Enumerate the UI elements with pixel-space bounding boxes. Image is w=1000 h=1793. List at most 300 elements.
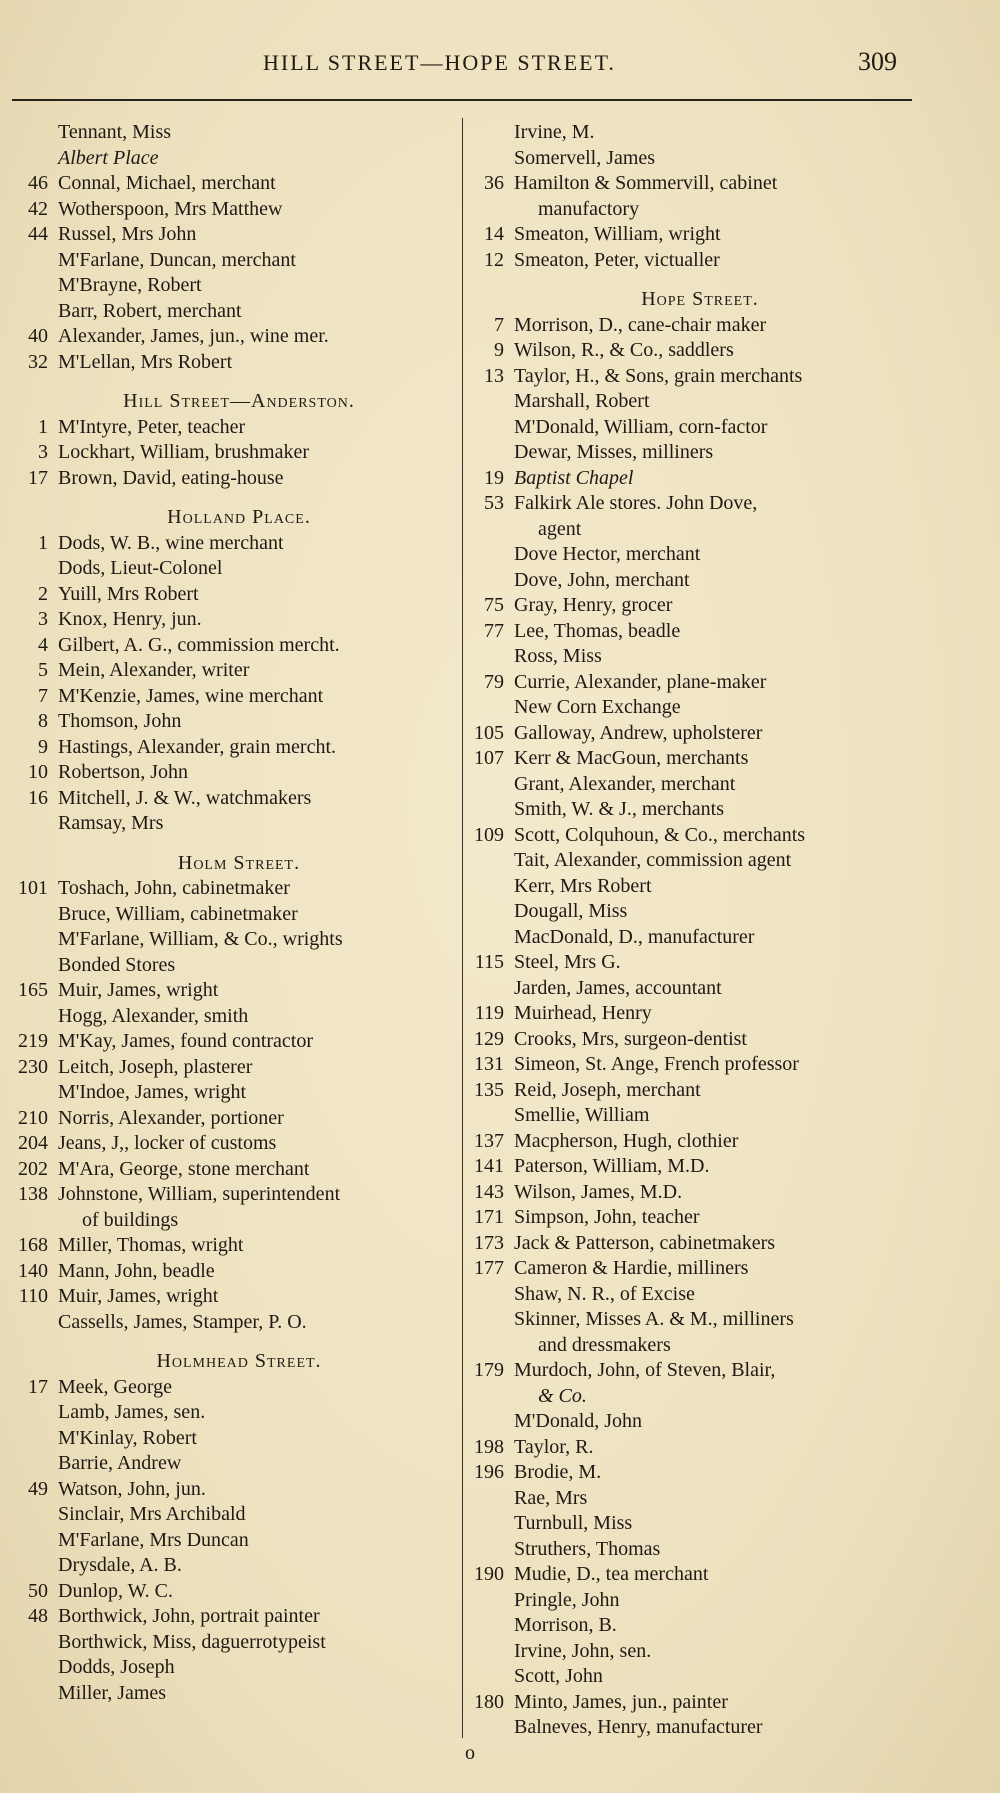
entry-text: Watson, John, jun. xyxy=(58,1477,206,1500)
entry-text: M'Intyre, Peter, teacher xyxy=(58,415,246,438)
entry-text: Lee, Thomas, beadle xyxy=(514,619,681,642)
house-number: 105 xyxy=(474,721,504,744)
house-number: 131 xyxy=(474,1053,504,1075)
house-number: 16 xyxy=(28,786,48,809)
entry-text: M'Farlane, Duncan, merchant xyxy=(58,248,296,271)
directory-entry xyxy=(14,466,464,492)
directory-entry xyxy=(14,1553,464,1579)
directory-entry xyxy=(470,1537,930,1563)
directory-entry xyxy=(14,556,464,582)
directory-entry xyxy=(470,670,930,696)
entry-text: Smellie, William xyxy=(514,1104,650,1126)
directory-entry xyxy=(470,721,930,747)
directory-entry xyxy=(470,146,930,172)
entry-text: Gilbert, A. G., commission mercht. xyxy=(58,633,340,656)
directory-entry xyxy=(470,976,930,1002)
directory-entry xyxy=(470,772,930,798)
house-number: 109 xyxy=(474,823,504,846)
house-number: 180 xyxy=(474,1690,504,1713)
directory-entry xyxy=(14,1157,464,1183)
entry-text: Hogg, Alexander, smith xyxy=(58,1004,249,1027)
entry-text: Johnstone, William, superintendent xyxy=(58,1183,341,1205)
directory-entry xyxy=(470,1282,930,1308)
directory-entry xyxy=(14,1310,464,1336)
directory-entry xyxy=(470,644,930,670)
house-number: 171 xyxy=(474,1206,504,1228)
house-number: 14 xyxy=(484,223,504,245)
house-number: 9 xyxy=(494,339,504,361)
directory-entry xyxy=(470,248,930,274)
entry-text: M'Farlane, Mrs Duncan xyxy=(58,1528,249,1551)
directory-entry xyxy=(14,1029,464,1055)
entry-text: M'Indoe, James, wright xyxy=(58,1081,247,1103)
directory-entry xyxy=(470,1664,930,1690)
entry-text: Muir, James, wright xyxy=(58,1285,219,1307)
directory-entry xyxy=(14,1182,464,1208)
entry-text: Turnbull, Miss xyxy=(514,1512,633,1534)
entry-text: Miller, James xyxy=(58,1681,167,1704)
directory-entry xyxy=(470,1205,930,1231)
directory-entry xyxy=(470,1231,930,1257)
directory-entry xyxy=(14,415,464,441)
directory-entry xyxy=(470,1562,930,1588)
directory-entry xyxy=(470,950,930,976)
directory-entry xyxy=(470,1256,930,1282)
entry-text: Smith, W. & J., merchants xyxy=(514,798,724,820)
directory-entry xyxy=(14,171,464,197)
house-number: 168 xyxy=(18,1234,48,1256)
entry-text: Hastings, Alexander, grain mercht. xyxy=(58,735,337,758)
entry-text: Borthwick, John, portrait painter xyxy=(58,1605,320,1627)
entry-text: M'Kinlay, Robert xyxy=(58,1426,197,1449)
directory-entry xyxy=(470,823,930,849)
directory-entry xyxy=(470,1154,930,1180)
running-title: HILL STREET—HOPE STREET. xyxy=(263,50,616,75)
directory-entry xyxy=(14,1400,464,1426)
entry-text: and dressmakers xyxy=(538,1333,671,1356)
entry-text: Smeaton, William, wright xyxy=(514,223,721,245)
entry-text: M'Kenzie, James, wine merchant xyxy=(58,684,324,707)
directory-entry xyxy=(14,735,464,761)
street-heading-text: Hope Street. xyxy=(641,288,759,310)
directory-entry xyxy=(14,1284,464,1310)
entry-text: Macpherson, Hugh, clothier xyxy=(514,1129,739,1152)
entry-text: Rae, Mrs xyxy=(514,1486,588,1509)
directory-entry xyxy=(470,1588,930,1614)
entry-text: agent xyxy=(538,517,582,540)
house-number: 2 xyxy=(38,582,48,605)
entry-text: Galloway, Andrew, upholsterer xyxy=(514,721,763,744)
directory-entry xyxy=(14,273,464,299)
directory-entry xyxy=(470,222,930,248)
entry-text: Cameron & Hardie, milliners xyxy=(514,1257,749,1279)
house-number: 12 xyxy=(484,248,504,271)
directory-entry xyxy=(470,542,930,568)
entry-text: Tennant, Miss xyxy=(58,121,172,143)
street-heading xyxy=(14,389,464,415)
directory-entry xyxy=(14,658,464,684)
directory-entry xyxy=(14,120,464,146)
directory-entry xyxy=(14,684,464,710)
entry-text: Irvine, John, sen. xyxy=(514,1639,652,1662)
directory-entry xyxy=(470,389,930,415)
house-number: 10 xyxy=(28,761,48,783)
entry-text: Minto, James, jun., painter xyxy=(514,1690,728,1713)
entry-text: Bonded Stores xyxy=(58,953,176,976)
directory-entry xyxy=(470,364,930,390)
entry-text: Reid, Joseph, merchant xyxy=(514,1078,701,1101)
street-heading-text: Holm Street. xyxy=(177,851,301,874)
house-number: 107 xyxy=(474,747,504,769)
directory-entry xyxy=(14,786,464,812)
directory-entry xyxy=(14,1451,464,1477)
directory-entry xyxy=(14,531,464,557)
entry-text: M'Farlane, William, & Co., wrights xyxy=(58,928,343,950)
directory-entry xyxy=(470,568,930,594)
directory-entry xyxy=(14,1579,464,1605)
directory-entry xyxy=(470,1690,930,1716)
directory-entry xyxy=(14,1655,464,1681)
entry-text: Struthers, Thomas xyxy=(514,1537,661,1560)
directory-entry xyxy=(470,1103,930,1129)
entry-text: Dodds, Joseph xyxy=(58,1656,175,1678)
directory-entry xyxy=(470,1409,930,1435)
entry-text: Jarden, James, accountant xyxy=(514,976,722,999)
house-number: 137 xyxy=(474,1129,504,1152)
entry-text: Dougall, Miss xyxy=(514,900,628,922)
house-number: 46 xyxy=(28,172,48,194)
directory-entry xyxy=(14,760,464,786)
house-number: 13 xyxy=(484,364,504,387)
entry-text: Taylor, H., & Sons, grain merchants xyxy=(514,364,803,387)
house-number: 40 xyxy=(28,325,48,347)
house-number: 7 xyxy=(38,684,48,707)
directory-entry xyxy=(14,1477,464,1503)
right-column xyxy=(470,120,930,1741)
entry-text: Ross, Miss xyxy=(514,645,602,667)
directory-entry xyxy=(14,1528,464,1554)
house-number: 8 xyxy=(38,710,48,732)
entry-text: Dove, John, merchant xyxy=(514,568,690,591)
entry-text: Mudie, D., tea merchant xyxy=(514,1563,709,1585)
entry-text: Mitchell, J. & W., watchmakers xyxy=(58,786,312,809)
directory-entry xyxy=(14,1375,464,1401)
house-number: 1 xyxy=(38,415,48,438)
entry-text: Falkirk Ale stores. John Dove, xyxy=(514,492,758,514)
house-number: 17 xyxy=(28,1375,48,1398)
entry-text: Wilson, James, M.D. xyxy=(514,1180,683,1203)
entry-text: Shaw, N. R., of Excise xyxy=(514,1282,695,1305)
house-number: 75 xyxy=(484,594,504,616)
entry-text: Muirhead, Henry xyxy=(514,1002,652,1024)
entry-text: M'Kay, James, found contractor xyxy=(58,1030,314,1052)
entry-text: & Co. xyxy=(538,1384,587,1407)
page-header xyxy=(0,47,1000,90)
directory-entry xyxy=(470,619,930,645)
signature-mark: o xyxy=(465,1742,475,1764)
entry-text: Muir, James, wright xyxy=(58,979,219,1001)
house-number: 129 xyxy=(474,1027,504,1050)
page-number: 309 xyxy=(858,47,897,76)
entry-text: Kerr & MacGoun, merchants xyxy=(514,747,749,769)
house-number: 101 xyxy=(18,877,48,899)
entry-text: Lockhart, William, brushmaker xyxy=(58,441,309,463)
house-number: 196 xyxy=(474,1461,504,1483)
entry-text: Barrie, Andrew xyxy=(58,1452,182,1474)
entry-text: Brown, David, eating-house xyxy=(58,466,284,489)
entry-text: Steel, Mrs G. xyxy=(514,951,621,973)
entry-text: Marshall, Robert xyxy=(514,390,650,412)
entry-text: M'Donald, John xyxy=(514,1410,643,1432)
house-number: 79 xyxy=(484,670,504,693)
entry-text: Jeans, J,, locker of customs xyxy=(58,1132,277,1154)
entry-text: Wotherspoon, Mrs Matthew xyxy=(58,197,283,220)
street-heading-text: Hill Street—Anderston. xyxy=(123,390,355,412)
entry-text: Wilson, R., & Co., saddlers xyxy=(514,339,734,361)
house-number: 7 xyxy=(494,313,504,336)
directory-entry xyxy=(470,313,930,339)
directory-entry xyxy=(14,440,464,466)
entry-text: Bruce, William, cabinetmaker xyxy=(58,902,298,925)
entry-text: Mein, Alexander, writer xyxy=(58,659,250,681)
house-number: 50 xyxy=(28,1579,48,1602)
entry-text: Grant, Alexander, merchant xyxy=(514,772,736,795)
directory-entry xyxy=(14,350,464,376)
entry-text: M'Lellan, Mrs Robert xyxy=(58,350,233,373)
entry-text: Dods, Lieut-Colonel xyxy=(58,557,223,579)
directory-entry xyxy=(470,1358,930,1384)
directory-entry xyxy=(470,415,930,441)
street-heading xyxy=(14,505,464,531)
entry-text: Toshach, John, cabinetmaker xyxy=(58,877,290,899)
entry-text: Hamilton & Sommervill, cabinet xyxy=(514,172,778,194)
entry-text: M'Ara, George, stone merchant xyxy=(58,1157,310,1180)
entry-text: Thomson, John xyxy=(58,710,182,732)
entry-text: Currie, Alexander, plane-maker xyxy=(514,670,767,693)
house-number: 110 xyxy=(18,1285,48,1307)
entry-text: Yuill, Mrs Robert xyxy=(58,582,199,605)
house-number: 140 xyxy=(18,1259,48,1282)
directory-entry xyxy=(470,1511,930,1537)
house-number: 3 xyxy=(38,608,48,630)
entry-text: Simeon, St. Ange, French professor xyxy=(514,1053,799,1075)
house-number: 9 xyxy=(38,735,48,758)
entry-text: Skinner, Misses A. & M., milliners xyxy=(514,1308,794,1330)
directory-entry xyxy=(14,1208,464,1234)
entry-text: Alexander, James, jun., wine mer. xyxy=(58,325,329,347)
house-number: 32 xyxy=(28,350,48,373)
entry-text: M'Brayne, Robert xyxy=(58,274,202,296)
directory-entry xyxy=(470,1027,930,1053)
entry-text: Somervell, James xyxy=(514,146,656,169)
directory-entry xyxy=(470,197,930,223)
directory-entry xyxy=(14,1630,464,1656)
directory-entry xyxy=(470,1460,930,1486)
directory-entry xyxy=(470,1078,930,1104)
street-heading xyxy=(470,287,930,313)
house-number: 48 xyxy=(28,1605,48,1627)
entry-text: Murdoch, John, of Steven, Blair, xyxy=(514,1359,776,1381)
house-number: 19 xyxy=(484,466,504,489)
directory-entry xyxy=(470,899,930,925)
entry-text: Simpson, John, teacher xyxy=(514,1206,700,1228)
entry-text: Ramsay, Mrs xyxy=(58,812,164,834)
house-number: 179 xyxy=(474,1359,504,1381)
entry-text: MacDonald, D., manufacturer xyxy=(514,925,755,948)
directory-entry xyxy=(14,902,464,928)
entry-text: manufactory xyxy=(538,197,640,220)
entry-text: Dunlop, W. C. xyxy=(58,1579,174,1602)
directory-entry xyxy=(14,1106,464,1132)
directory-entry xyxy=(14,876,464,902)
house-number: 138 xyxy=(18,1183,48,1205)
entry-text: Barr, Robert, merchant xyxy=(58,299,242,322)
entry-text: Mann, John, beadle xyxy=(58,1259,215,1282)
entry-text: Crooks, Mrs, surgeon-dentist xyxy=(514,1027,747,1050)
house-number: 135 xyxy=(474,1078,504,1101)
directory-entry xyxy=(470,1435,930,1461)
house-number: 119 xyxy=(474,1002,504,1024)
entry-text: Gray, Henry, grocer xyxy=(514,594,673,616)
directory-entry xyxy=(470,440,930,466)
entry-text: Baptist Chapel xyxy=(514,466,634,489)
directory-entry xyxy=(470,695,930,721)
entry-text: Albert Place xyxy=(58,146,159,169)
directory-entry xyxy=(470,1639,930,1665)
directory-entry xyxy=(14,1055,464,1081)
directory-entry xyxy=(14,324,464,350)
house-number: 36 xyxy=(484,172,504,194)
directory-entry xyxy=(14,222,464,248)
house-number: 4 xyxy=(38,633,48,656)
house-number: 202 xyxy=(18,1157,48,1180)
left-column xyxy=(14,120,464,1706)
entry-text: Dove Hector, merchant xyxy=(514,543,701,565)
entry-text: Brodie, M. xyxy=(514,1461,602,1483)
street-heading xyxy=(14,851,464,877)
directory-entry xyxy=(470,1307,930,1333)
directory-entry xyxy=(14,633,464,659)
entry-text: Borthwick, Miss, daguerrotypeist xyxy=(58,1630,326,1653)
house-number: 3 xyxy=(38,441,48,463)
entry-text: Sinclair, Mrs Archibald xyxy=(58,1503,246,1525)
entry-text: Robertson, John xyxy=(58,761,188,783)
house-number: 204 xyxy=(18,1132,48,1154)
house-number: 190 xyxy=(474,1563,504,1585)
entry-text: Morrison, B. xyxy=(514,1614,617,1636)
entry-text: of buildings xyxy=(82,1208,179,1231)
house-number: 143 xyxy=(474,1180,504,1203)
directory-entry xyxy=(14,299,464,325)
directory-entry xyxy=(14,248,464,274)
entry-text: Cassells, James, Stamper, P. O. xyxy=(58,1310,307,1333)
directory-entry xyxy=(470,338,930,364)
directory-entry xyxy=(470,925,930,951)
directory-entry xyxy=(14,146,464,172)
entry-text: Meek, George xyxy=(58,1375,173,1398)
entry-text: Tait, Alexander, commission agent xyxy=(514,849,792,871)
directory-entry xyxy=(14,1233,464,1259)
house-number: 44 xyxy=(28,223,48,245)
directory-entry xyxy=(470,1129,930,1155)
entry-text: Lamb, James, sen. xyxy=(58,1401,206,1423)
entry-text: New Corn Exchange xyxy=(514,696,681,718)
directory-entry xyxy=(470,1715,930,1741)
directory-entry xyxy=(470,848,930,874)
directory-entry xyxy=(470,1333,930,1359)
directory-entry xyxy=(14,1604,464,1630)
directory-entry xyxy=(14,978,464,1004)
house-number: 219 xyxy=(18,1030,48,1052)
entry-text: Pringle, John xyxy=(514,1588,620,1611)
directory-entry xyxy=(470,797,930,823)
directory-entry xyxy=(470,171,930,197)
street-heading xyxy=(14,1349,464,1375)
header-rule xyxy=(12,99,912,101)
entry-text: Russel, Mrs John xyxy=(58,223,197,245)
directory-entry xyxy=(470,746,930,772)
directory-entry xyxy=(14,709,464,735)
directory-entry xyxy=(14,953,464,979)
entry-text: Norris, Alexander, portioner xyxy=(58,1106,284,1129)
directory-entry xyxy=(14,811,464,837)
entry-text: Drysdale, A. B. xyxy=(58,1554,182,1576)
entry-text: Knox, Henry, jun. xyxy=(58,608,202,630)
house-number: 173 xyxy=(474,1231,504,1254)
house-number: 141 xyxy=(474,1155,504,1177)
directory-entry xyxy=(14,607,464,633)
entry-text: Dods, W. B., wine merchant xyxy=(58,531,284,554)
entry-text: Balneves, Henry, manufacturer xyxy=(514,1716,763,1738)
entry-text: Taylor, R. xyxy=(514,1435,594,1458)
directory-entry xyxy=(14,927,464,953)
directory-entry xyxy=(14,582,464,608)
house-number: 115 xyxy=(474,951,504,973)
house-number: 165 xyxy=(18,979,48,1001)
directory-entry xyxy=(470,1486,930,1512)
house-number: 210 xyxy=(18,1106,48,1129)
directory-entry xyxy=(470,120,930,146)
house-number: 49 xyxy=(28,1477,48,1500)
street-heading-text: Holland Place. xyxy=(167,506,311,528)
house-number: 77 xyxy=(484,619,504,642)
directory-entry xyxy=(14,1259,464,1285)
entry-text: Scott, Colquhoun, & Co., merchants xyxy=(514,823,806,846)
entry-text: Scott, John xyxy=(514,1665,603,1687)
entry-text: M'Donald, William, corn-factor xyxy=(514,415,768,438)
entry-text: Dewar, Misses, milliners xyxy=(514,441,714,463)
directory-entry xyxy=(14,1426,464,1452)
entry-text: Leitch, Joseph, plasterer xyxy=(58,1055,253,1078)
directory-entry xyxy=(470,491,930,517)
directory-entry xyxy=(470,1052,930,1078)
directory-entry xyxy=(470,1613,930,1639)
entry-text: Connal, Michael, merchant xyxy=(58,172,276,194)
entry-text: Miller, Thomas, wright xyxy=(58,1234,244,1256)
directory-entry xyxy=(14,1004,464,1030)
entry-text: Kerr, Mrs Robert xyxy=(514,874,652,897)
house-number: 177 xyxy=(474,1257,504,1279)
directory-entry xyxy=(14,1131,464,1157)
directory-entry xyxy=(14,1080,464,1106)
entry-text: Morrison, D., cane-chair maker xyxy=(514,313,767,336)
entry-text: Smeaton, Peter, victualler xyxy=(514,248,720,271)
directory-entry xyxy=(14,197,464,223)
entry-text: Irvine, M. xyxy=(514,121,595,143)
house-number: 17 xyxy=(28,466,48,489)
directory-entry xyxy=(470,1180,930,1206)
entry-text: Jack & Patterson, cabinetmakers xyxy=(514,1231,776,1254)
